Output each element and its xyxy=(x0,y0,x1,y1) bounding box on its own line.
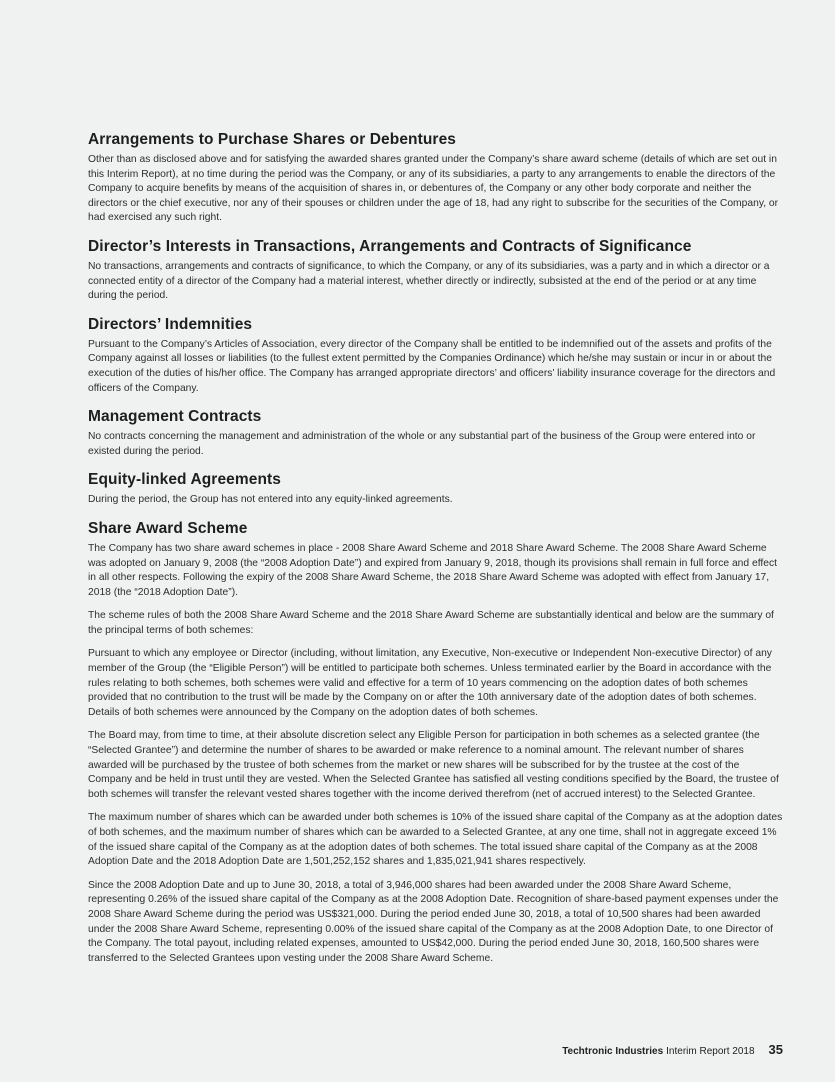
footer-report-title: Interim Report 2018 xyxy=(666,1046,755,1057)
section-paragraph: Pursuant to the Company’s Articles of Association, every director of the Company shall be entitled to be indemnified out of the assets and profits of the Company against all losses or liabilities (to the fullest extent permitted by the Companies Ordinance) which he/she may sustain or incur in or about the execution of the duties of his/her office. The Company has arranged appropriate directors’ and officers’ liability insurance coverage for the directors and officers of the Company. xyxy=(88,338,776,394)
section-paragraph: Since the 2008 Adoption Date and up to June 30, 2018, a total of 3,946,000 shares had been awarded under the 2008 Share Award Scheme, representing 0.26% of the issued share capital of the Company as at the 2008 Adoption Date. Recognition of share-based payment expenses under the 2008 Share Award Scheme during the period was US$321,000. During the period ended June 30, 2018, a total of 10,500 shares had been awarded under the 2008 Share Award Scheme, representing 0.00% of the issued share capital of the Company as at the 2008 Adoption Date, to one Director of the Company. The total payout, including related expenses, amounted to US$42,000. During the period ended June 30, 2018, 160,500 shares were transferred to the Selected Grantees upon vesting under the 2008 Share Award Scheme. xyxy=(88,879,779,964)
section-heading: Directors’ Indemnities xyxy=(88,315,253,333)
section-paragraph: The Board may, from time to time, at their absolute discretion select any Eligible Person for participation in both schemes as a selected grantee (the “Selected Grantee”) and determine the number of shares to be awarded or make reference to a nominal amount. The relevant number of shares awarded will be purchased by the trustee of both schemes from the market or new shares will be subscribed for by the trustee at the cost of the Company and be held in trust until they are vested. When the Selected Grantee has satisfied all vesting conditions specified by the Board, the trustee of both schemes will transfer the relevant vested shares together with the income derived therefrom (net of accrued interest) to the Selected Grantee. xyxy=(88,730,779,800)
section-equity-linked xyxy=(88,469,784,508)
section-heading: Share Award Scheme xyxy=(88,519,248,537)
section-share-award-scheme xyxy=(88,518,784,966)
document-body xyxy=(88,129,784,976)
section-heading: Management Contracts xyxy=(88,408,262,426)
section-arrangements xyxy=(88,129,784,226)
footer-company: Techtronic Industries xyxy=(562,1046,664,1057)
section-paragraph: During the period, the Group has not entered into any equity-linked agreements. xyxy=(88,494,453,506)
section-paragraph: The maximum number of shares which can be awarded under both schemes is 10% of the issued share capital of the Company as at the adoption dates of both schemes, and the maximum number of shares which can be awarded to a Selected Grantee, at any one time, shall not in aggregate exceed 1% of the issued share capital of the Company as at the adoption dates of both schemes. The total issued share capital of the Company as at the 2008 Adoption Date and the 2018 Adoption Date are 1,501,252,152 shares and 1,835,021,941 shares respectively. xyxy=(88,812,783,868)
section-paragraph: The Company has two share award schemes in place - 2008 Share Award Scheme and 2018 Share Award Scheme. The 2008 Share Award Scheme was adopted on January 9, 2008 (the “2008 Adoption Date”) and expired from January 9, 2018, though its provisions shall remain in full force and effect in all other respects. Following the expiry of the 2008 Share Award Scheme, the 2018 Share Award Scheme was adopted with effect from January 17, 2018 (the “2018 Adoption Date”). xyxy=(88,542,777,598)
page-number: 35 xyxy=(768,1042,783,1057)
section-indemnities xyxy=(88,314,784,396)
section-paragraph: Other than as disclosed above and for satisfying the awarded shares granted under the Company’s share award scheme (details of which are set out in this Interim Report), at no time during the period was the Company, or any of its subsidiaries, a party to any arrangements to enable the directors of the Company to acquire benefits by means of the acquisition of shares in, or debentures of, the Company or any other body corporate and neither the directors or the chief executive, nor any of their spouses or children under the age of 18, had any right to subscribe for the securities of the Company, or had exercised any such right. xyxy=(88,154,779,224)
section-heading: Equity-linked Agreements xyxy=(88,471,282,489)
section-management-contracts xyxy=(88,406,784,459)
section-paragraph: The scheme rules of both the 2008 Share Award Scheme and the 2018 Share Award Scheme are substantially identical and below are the summary of the principal terms of both schemes: xyxy=(88,610,774,636)
page-footer xyxy=(562,1042,783,1057)
section-heading: Director’s Interests in Transactions, Arrangements and Contracts of Significance xyxy=(88,237,692,255)
section-paragraph: No contracts concerning the management and administration of the whole or any substantial part of the business of the Group were entered into or existed during the period. xyxy=(88,431,756,457)
section-paragraph: No transactions, arrangements and contracts of significance, to which the Company, or any of its subsidiaries, was a party and in which a director or a connected entity of a director of the Company had a material interest, whether directly or indirectly, subsisted at the end of the period or at any time during the period. xyxy=(88,260,770,302)
section-heading: Arrangements to Purchase Shares or Debentures xyxy=(88,131,457,148)
section-paragraph: Pursuant to which any employee or Director (including, without limitation, any Executive, Non-executive or Independent Non-executive Director) of any member of the Group (the “Eligible Person”) will be entitled to participate both schemes. Unless terminated earlier by the Board in accordance with the rules relating to both schemes, both schemes were valid and effective for a term of 10 years commencing on the adoption dates of both schemes provided that no contribution to the trust will be made by the Company on or after the 10th anniversary date of the adoption dates of both schemes. Details of both schemes were announced by the Company on the adoption dates of both schemes. xyxy=(88,648,772,718)
section-director-interests xyxy=(88,236,784,304)
